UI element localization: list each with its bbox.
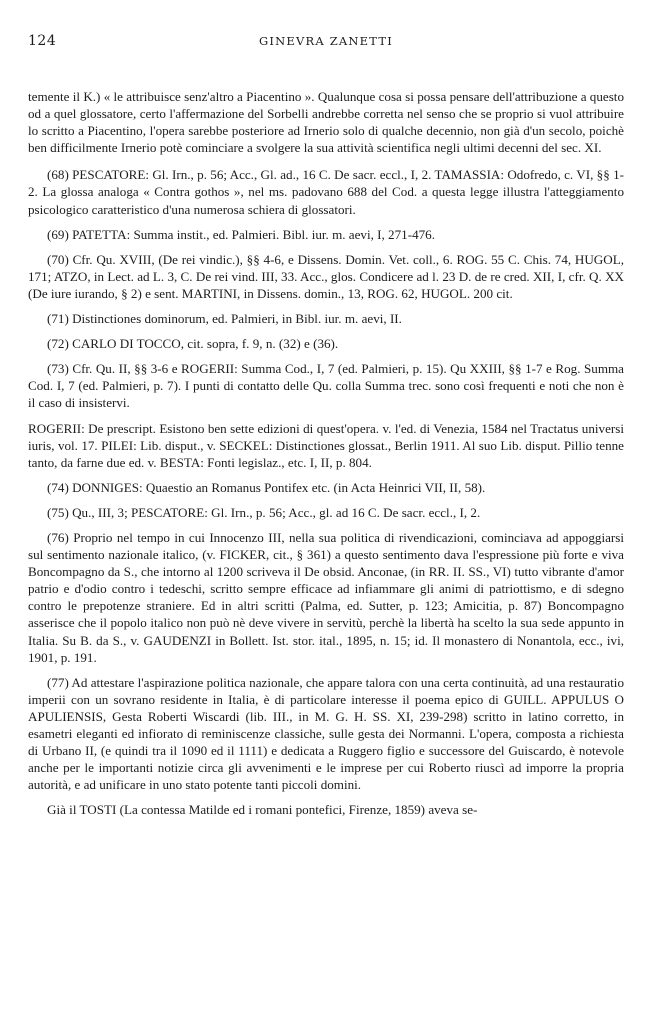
footnote-71: (71) Distinctiones dominorum, ed. Palmieri, in Bibl. iur. m. aevi, II. (47, 311, 402, 327)
footnote-77-continuation: Già il TOSTI (La contessa Matilde ed i romani pontefici, Firenze, 1859) aveva se- (47, 802, 478, 818)
footnote-77: (77) Ad attestare l'aspirazione politica nazionale, che appare talora con una certa continuità, ad una restauratio imperii con un sovrano residente in Italia, è di particolare interesse il poema epico di GUILL. APPULUS O APULIENSIS, Gesta Roberti Wiscardi (lib. III., in M. G. H. SS. XI, 239-298) scritto in latino corretto, in esametri eleganti ed infiorato di reminiscenze classiche, sulle gesta dei Normanni. L'opera, composta a richiesta di Urbano II, (e quindi tra il 1090 ed il 1111) e dedicata a Ruggero figlio e successore del Guiscardo, è notevole anche per le importanti notizie circa gli avvenimenti e le imprese per cui Roberto riuscì ad imporre la propria autorità, e ad unificare in uno stato potente tanti piccoli domini. (28, 674, 624, 793)
footnote-73: (73) Cfr. Qu. II, §§ 3-6 e ROGERII: Summa Cod., I, 7 (ed. Palmieri, p. 15). Qu XXIII, §§ 1-7 e Rog. Summa Cod. I, 7 (ed. Palmieri, p. 7). I punti di contatto delle Qu. colla Summa trec. sono così frequenti e noti che non è il caso di insistervi. (28, 361, 624, 411)
body-paragraph: temente il K.) « le attribuisce senz'altro a Piacentino ». Qualunque cosa si possa pensare dell'attribuzione a questo od a quel glossatore, certo l'affermazione del Sorbelli andrebbe corretta nel senso che se proprio si vuol attribuire lo scritto a Piacentino, l'opera sarebbe posteriore ad Irnerio solo di qualche decennio, non già d'un secolo, poichè ben difficilmente Irnerio potè cominciare a svolgere la sua attività scientifica negli ultimi decenni del sec. XI. (28, 89, 624, 156)
footnote-72: (72) CARLO DI TOCCO, cit. sopra, f. 9, n. (32) e (36). (47, 336, 339, 352)
footnote-70: (70) Cfr. Qu. XVIII, (De rei vindic.), §§ 4-6, e Dissens. Domin. Vet. coll., 6. ROG. 55 C. Chis. 74, HUGOL, 171; ATZO, in Lect. ad L. 3, C. De rei vind. III, 33. Acc., glos. Condicere ad l. 23 D. de re cred. XII, I, cfr. Q. XX (De iure iurando, § 2) e sent. MARTINI, in Dissens. domin., 13, ROG. 62, HUGOL. 200 cit. (28, 251, 624, 301)
footnote-69: (69) PATETTA: Summa instit., ed. Palmieri. Bibl. iur. m. aevi, I, 271-476. (47, 226, 435, 242)
footnote-76: (76) Proprio nel tempo in cui Innocenzo III, nella sua politica di rivendicazioni, cominciava ad appoggiarsi sul sentimento nazionale italico, (v. FICKER, cit., § 361) a questo sentimento dava l'espressione più forte e viva Boncompagno da S., che intorno al 1200 scriveva il De obsid. Anconae, (in RR. II. SS., VI) tutto vibrante d'amor patrio e d'odio contro i tedeschi, scritto sempre efficace ad infiammare gli animi di patriottismo, e di sdegno contro le prepotenze straniere. Ed in altri scritti (Palma, ed. Sutter, p. 123; Amicitia, p. 87) Boncompagno asserisce che il popolo italico non può nè deve vivere in servitù, perchè la libertà ha scelto la sua sede appunto in Italia. Su B. da S., v. GAUDENZI in Bollett. Ist. stor. ital., 1895, n. 15; id. Il monastero di Nonantola, ecc., ivi, 1901, p. 191. (28, 529, 624, 665)
running-title: GINEVRA ZANETTI (259, 34, 393, 48)
footnote-73-continuation: ROGERII: De prescript. Esistono ben sette edizioni di quest'opera. v. l'ed. di Venezia, 1584 nel Tractatus universi iuris, vol. 17. PILEI: Lib. disput., v. SECKEL: Distinctiones glossat., Berlin 1911. Al suo Lib. disput. Pillio tenne tanto, da farne due ed. v. BESTA: Fonti legislaz., etc. I, II, p. 804. (28, 420, 624, 470)
footnote-68: (68) PESCATORE: Gl. Irn., p. 56; Acc., Gl. ad., 16 C. De sacr. eccl., I, 2. TAMASSIA: Odofredo, c. VI, §§ 1-2. La glossa analoga « Contra gothos », nel ms. padovano 688 del Cod. a questa legge illustra l'atteggiamento psicologico caratteristico d'una numerosa schiera di glossatori. (28, 167, 624, 217)
footnote-74: (74) DONNIGES: Quaestio an Romanus Pontifex etc. (in Acta Heinrici VII, II, 58). (47, 479, 486, 495)
page-number: 124 (28, 33, 57, 49)
page-body (28, 88, 624, 818)
page-header (28, 33, 624, 53)
footnote-75: (75) Qu., III, 3; PESCATORE: Gl. Irn., p. 56; Acc., gl. ad 16 C. De sacr. eccl., I, 2. (47, 504, 481, 520)
